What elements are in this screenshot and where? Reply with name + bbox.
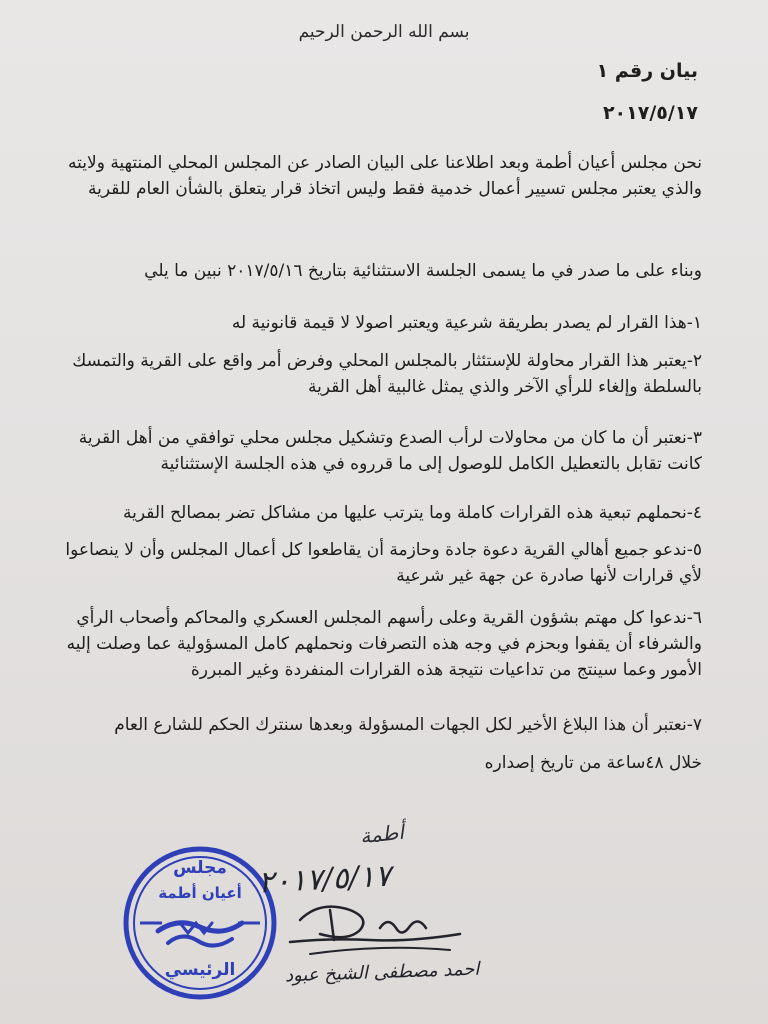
signatory-name: احمد مصطفى الشيخ عبود — [284, 958, 480, 987]
list-item-3: ٣-نعتبر أن ما كان من محاولات لرأب الصدع وتشكيل مجلس محلي توافقي من أهل القرية كانت تقابل بالتعطيل الكامل للوصول إلى ما قرروه في هذه الجلسة الإستثنائية — [78, 428, 702, 474]
list-item-2: ٢-يعتبر هذا القرار محاولة للإستئثار بالمجلس المحلي وفرض أمر واقع على القرية والتمسك بالسلطة وإلغاء للرأي الآخر والذي يمثل غالبية أهل القرية — [72, 351, 702, 397]
statement-number: بيان رقم ١ — [596, 60, 698, 82]
list-item-7-continued: خلال ٤٨ساعة من تاريخ إصداره — [484, 753, 702, 773]
statement-date: ٢٠١٧/٥/١٧ — [602, 102, 698, 124]
list-item-1: ١-هذا القرار لم يصدر بطريقة شرعية ويعتبر اصولا لا قيمة قانونية له — [231, 313, 702, 333]
stamp-text-notables: أعيان أطمة — [158, 884, 242, 902]
bismillah-heading: بسم الله الرحمن الرحيم — [298, 22, 470, 42]
list-item-6: ٦-ندعوا كل مهتم بشؤون القرية وعلى رأسهم المجلس العسكري والمحاكم وأصحاب الرأي والشرفاء أن يقفوا وبحزم في وجه هذه التصرفات ونحملهم كامل المسؤولية عما وصلت إليه الأمور وعما سينتج من تداعيات نتيجة هذه القرارات المنفردة وغير المبررة — [66, 608, 702, 680]
signature-date: ٢٠١٧/٥/١٧ — [257, 858, 392, 901]
stamp-text-council: مجلس — [173, 858, 227, 878]
list-item-5: ٥-ندعو جميع أهالي القرية دعوة جادة وحازمة أن يقاطعوا كل أعمال المجلس وأن لا ينصاعوا لأي قرارات لأنها صادرة عن جهة غير شرعية — [65, 540, 702, 586]
intro-paragraph: نحن مجلس أعيان أطمة وبعد اطلاعنا على البيان الصادر عن المجلس المحلي المنتهية ولايته والذي يعتبر مجلس تسيير أعمال خدمية فقط وليس اتخاذ قرار يتعلق بالشأن العام للقرية — [68, 153, 702, 199]
list-item-4: ٤-نحملهم تبعية هذه القرارات كاملة وما يترتب عليها من مشاكل تضر بمصالح القرية — [123, 503, 702, 523]
signature-location: أطمة — [358, 819, 405, 849]
stamp-text-president: الرئيسي — [164, 960, 236, 980]
based-on-paragraph: وبناء على ما صدر في ما يسمى الجلسة الاستثنائية بتاريخ ٢٠١٧/٥/١٦ نبين ما يلي — [144, 261, 702, 281]
list-item-7: ٧-نعتبر أن هذا البلاغ الأخير لكل الجهات المسؤولة وبعدها سنترك الحكم للشارع العام — [114, 715, 702, 735]
